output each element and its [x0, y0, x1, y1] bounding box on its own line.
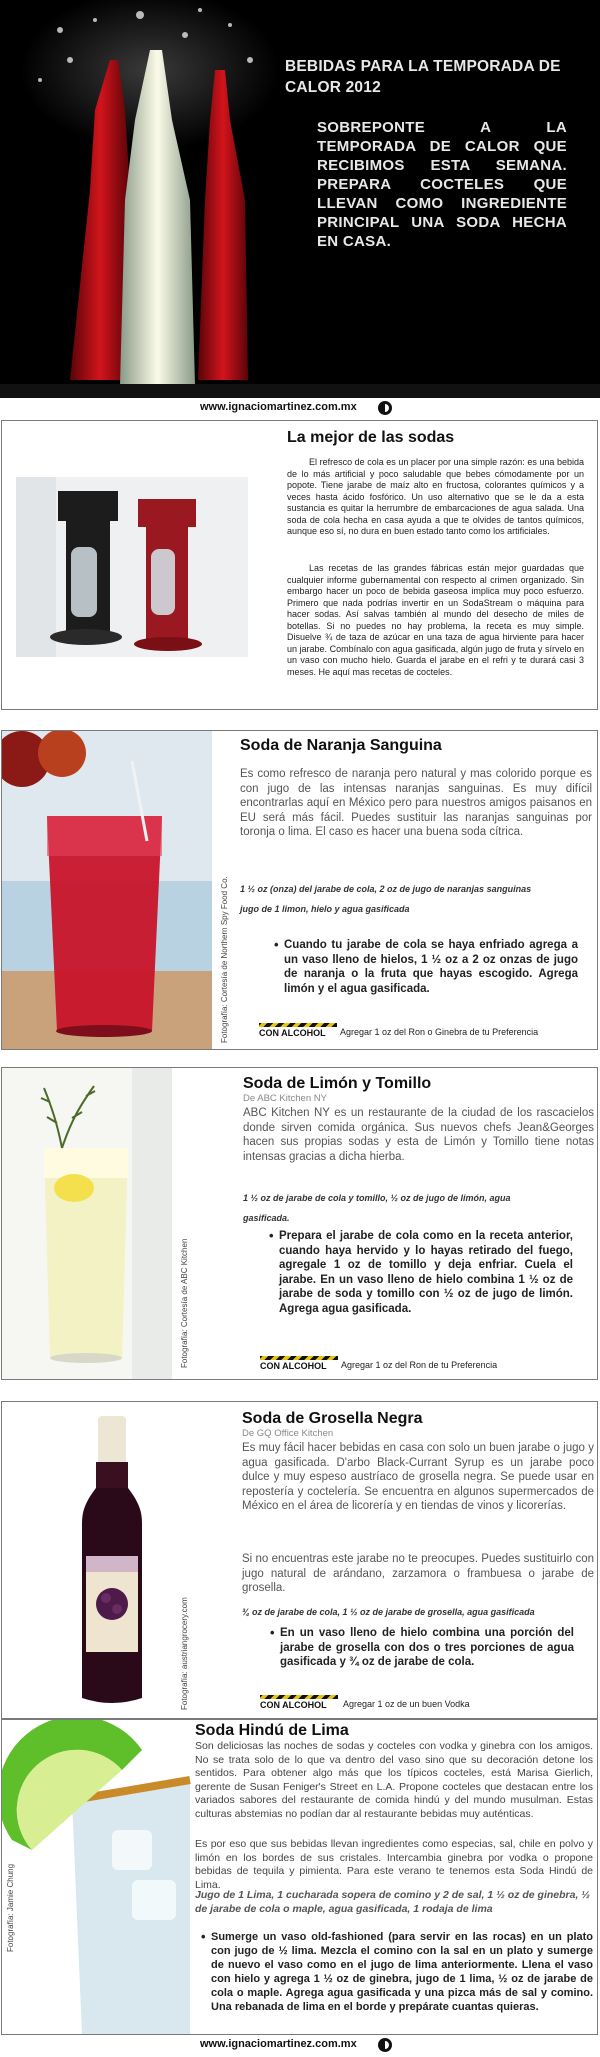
section5-photo-credit: Fotografía: Jamie Chung: [6, 1863, 15, 1952]
bullet-icon: •: [269, 1228, 274, 1243]
section3-recipe-line-2: gasificada.: [243, 1213, 290, 1223]
section4-title: Soda de Grosella Negra: [242, 1410, 423, 1427]
section4-body-1: Es muy fácil hacer bebidas en casa con solo un buen jarabe o jugo y agua gasificada. D'arbo Black-Currant Syrup es un jarabe poco dulce y muy espeso austríaco de grosella negra. Se puede usar en repostería y coctelería. Se encuentra en algunos supermercados de México en el área de licorería y en tiendas de vinos y licorerías.: [242, 1442, 594, 1512]
section3-recipe: [243, 1188, 594, 1228]
section4-photo-credit: Fotografía: austriangrocery.com: [180, 1597, 189, 1710]
section1-title: La mejor de las sodas: [287, 429, 455, 446]
section-limon-tomillo: [1, 1067, 598, 1380]
section4-step: [270, 1625, 574, 1670]
blood-orange-soda-image: [2, 731, 212, 1049]
section2-title: Soda de Naranja Sanguina: [240, 737, 442, 754]
section1-paragraph-1: El refresco de cola es un placer por una simple razón: es una bebida de lo más artificial y poco saludable que bebes cómodamente por un popote. Tiene jarabe de maíz alto en fructosa, colorantes químicos y a veces hasta ácido fosfórico. Un uso alternativo que se le da a esta sustancia es quitar la herrumbre de embarcaciones de agua salada. Una soda de cola hecha en casa ayuda a que te olvides de tantos químicos, aunque eso sí, no dura en buen estado tanto como los artificiales.: [287, 457, 584, 536]
section3-alcohol-badge: CON ALCOHOL: [260, 1352, 338, 1371]
site-logo-icon: [378, 401, 392, 415]
section3-recipe-line-1: 1 ½ oz de jarabe de cola y tomillo, ½ oz de jugo de limón, agua: [243, 1193, 511, 1203]
section2-alcohol-text: Agregar 1 oz del Ron o Ginebra de tu Preferencia: [340, 1027, 539, 1037]
blackcurrant-syrup-bottle-image: [72, 1416, 152, 1708]
section2-body: Es como refresco de naranja pero natural y mas colorido porque es con jugo de las intensas naranjas sanguinas. Es muy difícil encontrarlas aquí en México pero para nuestros amigos paisanos en EU será más fácil. Puedes sustituir las naranjas sanguinas por toronja o lima. El caso es hacer una buena soda cítrica.: [240, 768, 592, 838]
section3-subtitle: De ABC Kitchen NY: [243, 1093, 327, 1104]
section-hindu-lima: [1, 1719, 598, 2035]
section3-step-text: Prepara el jarabe de cola como en la receta anterior, cuando haya hervido y lo hayas retirado del fuego, agregale 1 oz de tomillo y deja enfriar. Cuela el jarabe. En un vaso lleno de hielo combina 1 ½ oz de jarabe de soda y tomillo con ½ oz de jugo de limón. Agrega agua gasificada.: [279, 1230, 573, 1315]
bullet-icon: •: [201, 1929, 206, 1944]
section5-body-2: Es por eso que sus bebidas llevan ingredientes como especias, sal, chile en polvo y limón en los bordes de sus cristales. Intercambia ginebra por vodka o propone bebidas de tequila y pimienta. Para este verano te tenemos esta Soda Hindú de Lima.: [195, 1838, 593, 1891]
section-naranja-sanguina: [1, 730, 598, 1050]
site-url-bar: [0, 398, 600, 420]
section3-title: Soda de Limón y Tomillo: [243, 1075, 432, 1092]
section2-alcohol-badge: CON ALCOHOL: [259, 1019, 337, 1038]
section1-paragraph-2: Las recetas de las grandes fábricas están mejor guardadas que cualquier informe gubernamental con respecto al crimen organizado. Sin embargo hacer un poco de bebida gaseosa implica muy poco esfuerzo. Primero que nada podrías invertir en un SodaStream o máquina para hacer sodas. Así salvas también al mundo del desecho de miles de botellas. Si no puedes no hay problema, la receta es muy simple. Disuelve ¾ de taza de azúcar en una taza de agua hirviente para hacer un jarabe. Combínalo con agua gasificada, algún jugo de fruta y sírvelo en un vaso con mucho hielo. Guarda el jarabe en el refri y te durará casi 3 meses. He aquí mas recetas de cocteles.: [287, 563, 584, 677]
section-mejor-sodas: [1, 420, 598, 710]
site-url[interactable]: www.ignaciomartinez.com.mx: [200, 401, 357, 413]
section4-recipe: ¾ oz de jarabe de cola, 1 ½ oz de jarabe de grosella, agua gasificada: [242, 1607, 535, 1617]
section2-step: [274, 937, 578, 996]
section4-alcohol-badge: CON ALCOHOL: [260, 1691, 338, 1710]
section4-step-text: En un vaso lleno de hielo combina una porción del jarabe de grosella con dos o tres porciones de agua gasificada y ¾ oz de jarabe de cola.: [280, 1627, 574, 1668]
sodastream-image: [16, 477, 248, 657]
section3-alcohol-text: Agregar 1 oz del Ron de tu Preferencia: [341, 1360, 498, 1370]
section3-photo-credit: Fotografía: Cortesía de ABC Kitchen: [180, 1238, 189, 1368]
section5-step: [201, 1929, 593, 2014]
lemon-thyme-soda-image: [2, 1068, 172, 1379]
section2-recipe: [240, 879, 592, 919]
bullet-icon: •: [270, 1625, 275, 1640]
section3-body: ABC Kitchen NY es un restaurante de la ciudad de los rascacielos donde sirven comida orgánica. Sus nuevos chefs Jean&Georges hacen sus propias sodas y esta de Limón y Tomillo tiene notas intensas gracias a dicha hierba.: [243, 1107, 594, 1163]
site-logo-footer-icon: [378, 2038, 392, 2052]
lime-soda-glass-image: [2, 1720, 192, 2034]
section5-recipe: Jugo de 1 Lima, 1 cucharada sopera de comino y 2 de sal, 1 ½ oz de ginebra, ½ de jarabe de cola o maple, agua gasificada, 1 rodaja de lima: [195, 1889, 591, 1915]
site-url-footer[interactable]: www.ignaciomartinez.com.mx: [200, 2038, 357, 2050]
hero-intro: SOBREPONTE A LA TEMPORADA DE CALOR QUE RECIBIMOS ESTA SEMANA. PREPARA COCTELES QUE LLEVAN COMO INGREDIENTE PRINCIPAL UNA SODA HECHA EN CASA.: [317, 119, 567, 250]
bullet-icon: •: [274, 937, 279, 952]
section5-body-1: Son deliciosas las noches de sodas y cocteles con vodka y ginebra con los amigos. No se trata solo de lo que va dentro del vaso sino que su decoración detone los sentidos. Para obtener algo más que los típicos cocteles, está Marisa Gierlich, gerente de Susan Feniger's Street en L.A. Propone cocteles que destacan entre los variados sabores del restaurante de comida hindú y del mundo musulman. Estas culturas abstemias no podían dar al restaurante bebidas muy auténticas.: [195, 1740, 593, 1820]
hero-banner: [0, 0, 600, 398]
section2-step-text: Cuando tu jarabe de cola se haya enfriado agrega a un vaso lleno de hielos, 1 ½ oz a 2 oz onzas de jugo de naranja o la fruta que hayas escogido. Agrega limón y el agua gasificada.: [284, 939, 578, 995]
section4-alcohol-text: Agregar 1 oz de un buen Vodka: [343, 1699, 470, 1709]
section5-step-text: Sumerge un vaso old-fashioned (para servir en las rocas) en un plato con jugo de ½ lima. Mezcla el comino con la sal en un plato y sumerge de nuevo el vaso como en el jugo de lima anteriormente. Llena el vaso con hielo y agrega 1 ½ oz de ginebra, jugo de 1 lima, ½ oz de jarabe de cola o maple. Agrega agua gasificada y una pizca más de sal y comino. Una rebanada de lima en el borde y prepárate cuantas quieras.: [211, 1931, 593, 2013]
section2-photo-credit: Fotografía: Cortesía de Northern Spy Food Co.: [220, 876, 229, 1043]
section2-recipe-line-1: 1 ½ oz (onza) del jarabe de cola, 2 oz de jugo de naranjas sanguinas: [240, 884, 532, 894]
section4-body-2: Si no encuentras este jarabe no te preocupes. Puedes sustituirlo con jugo natural de arándano, zarzamora o frambuesa o jarabe de grosella.: [242, 1553, 594, 1594]
section5-title: Soda Hindú de Lima: [195, 1722, 349, 1739]
section4-subtitle: De GQ Office Kitchen: [242, 1428, 334, 1439]
site-url-bar-footer: [0, 2035, 600, 2057]
section-grosella-negra: [1, 1401, 598, 1719]
section2-recipe-line-2: jugo de 1 limon, hielo y agua gasificada: [240, 904, 410, 914]
section3-step: [269, 1228, 573, 1316]
hero-title: BEBIDAS PARA LA TEMPORADA DE CALOR 2012: [285, 58, 561, 96]
